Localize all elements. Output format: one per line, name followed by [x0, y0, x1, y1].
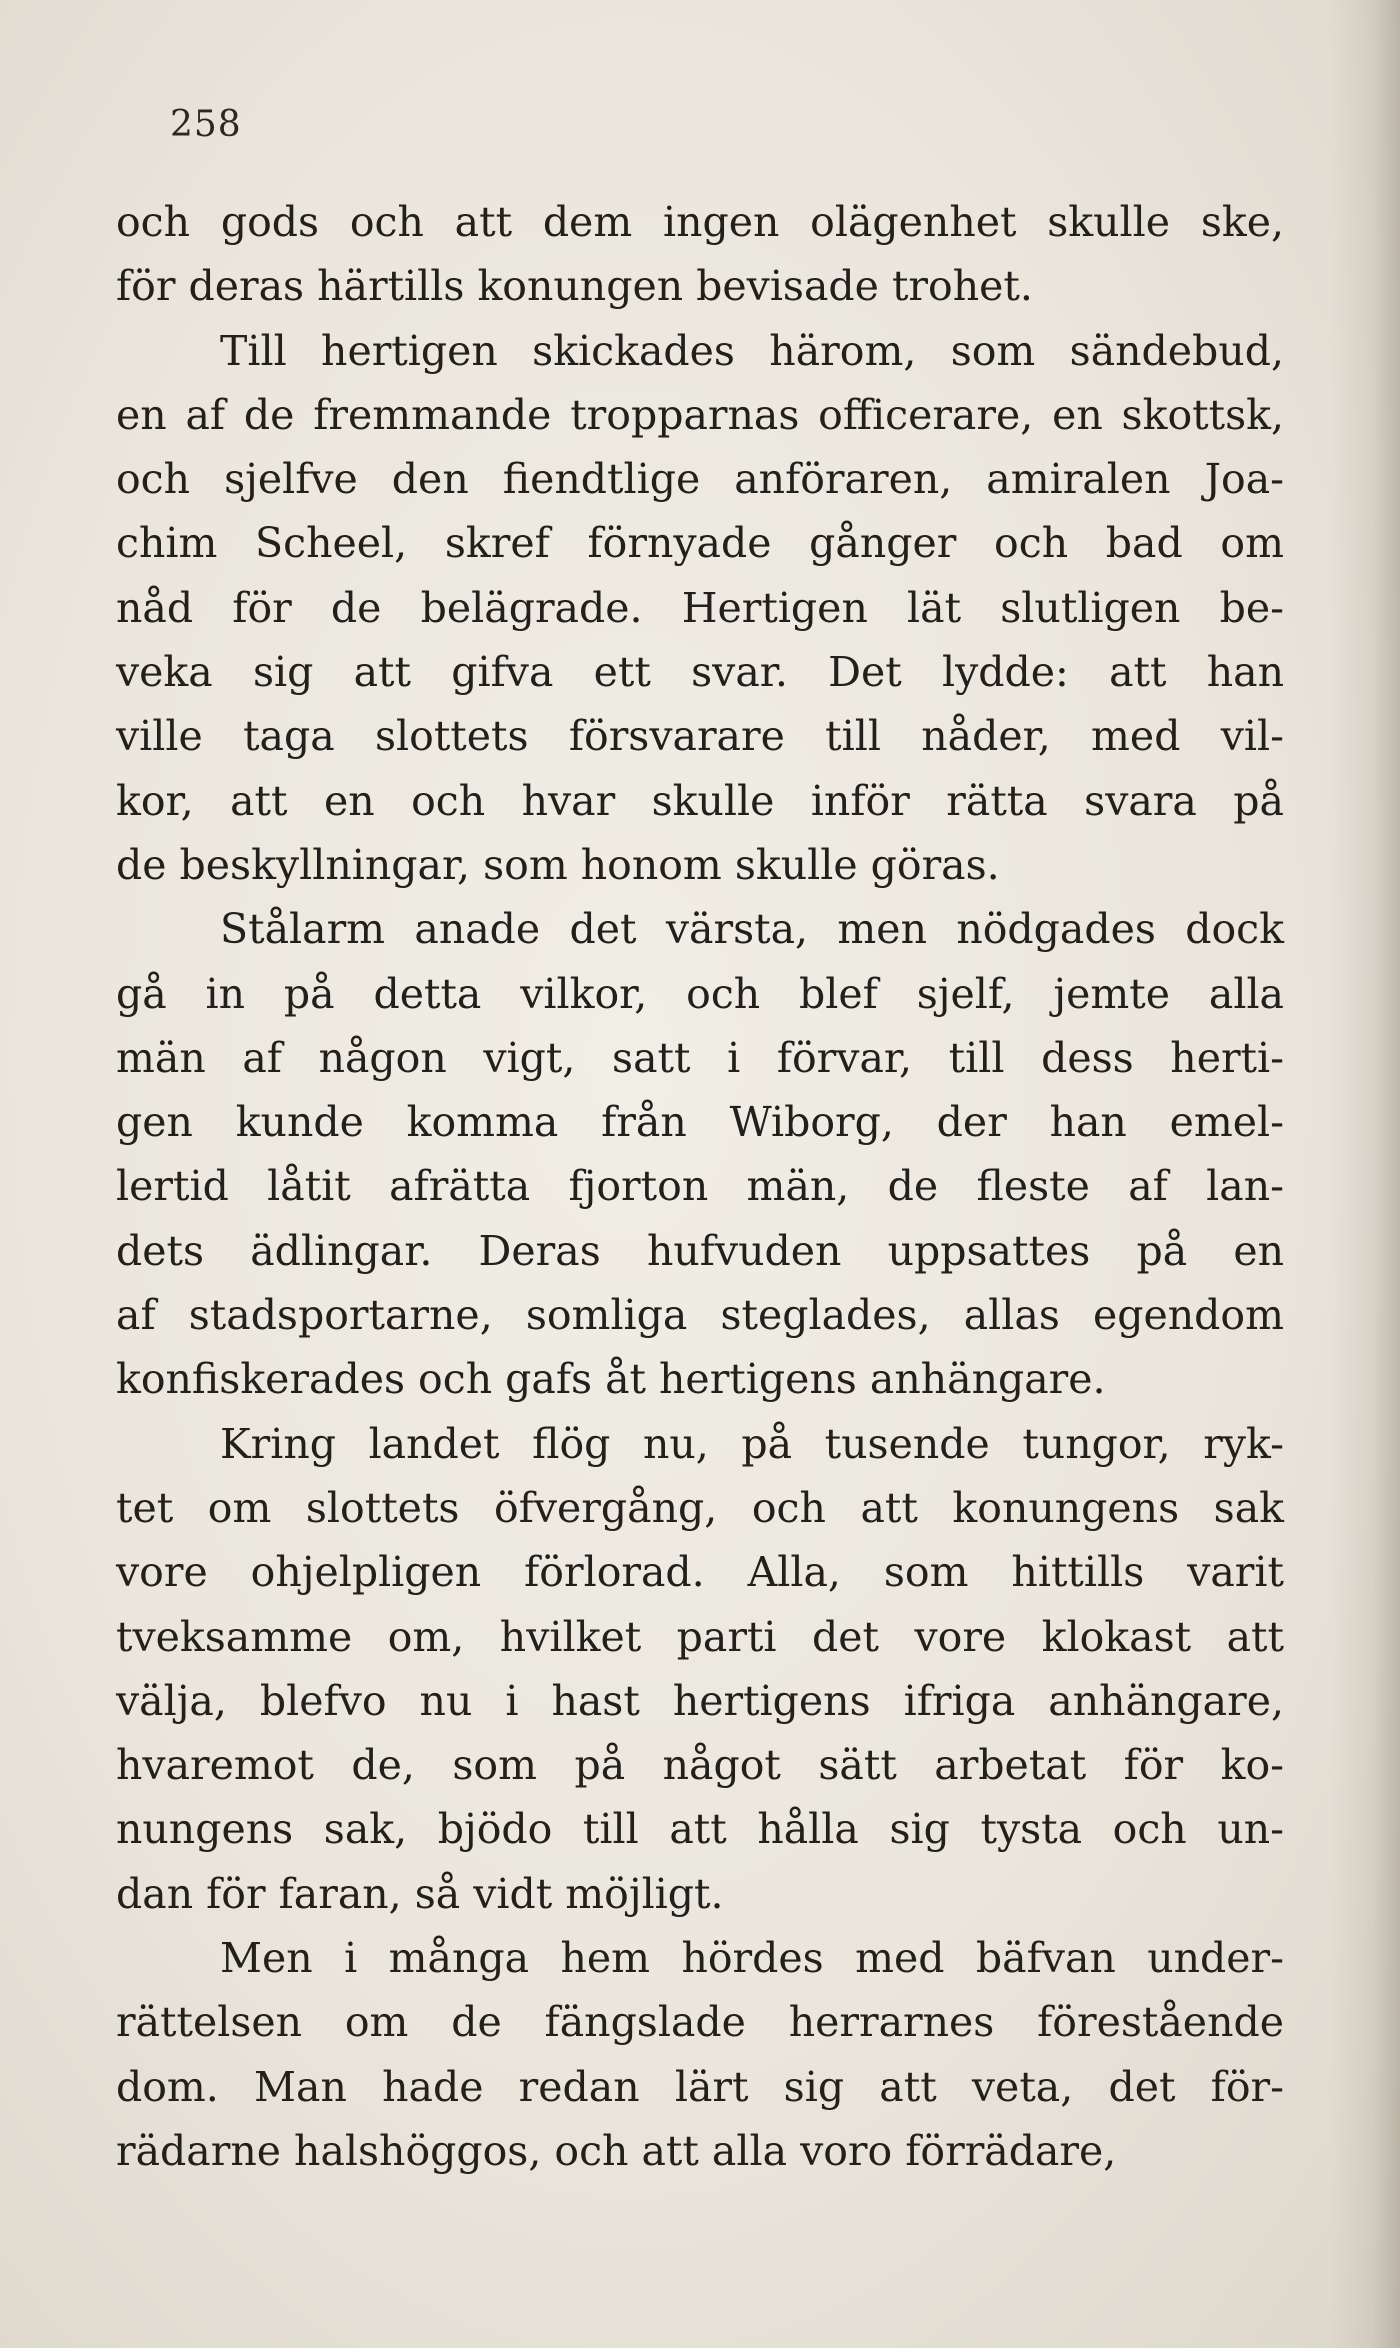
- text-line: dan för faran, så vidt möjligt.: [116, 1869, 724, 1918]
- text-line: Men i många hem hördes med bäfvan under-: [220, 1934, 1284, 1983]
- text-line: dets ädlingar. Deras hufvuden uppsattes på en: [116, 1226, 1284, 1275]
- text-line: Kring landet flög nu, på tusende tungor, ryk-: [220, 1419, 1284, 1468]
- text-line: kor, att en och hvar skulle inför rätta svara på: [116, 776, 1284, 825]
- page-number: 258: [170, 104, 242, 145]
- paragraph: [116, 1412, 1284, 1926]
- text-line: rättelsen om de fängslade herrarnes förestående: [116, 1998, 1284, 2047]
- text-line: tet om slottets öfvergång, och att konungens sak: [116, 1483, 1284, 1532]
- text-line: välja, blefvo nu i hast hertigens ifriga anhängare,: [116, 1676, 1284, 1725]
- text-line: män af någon vigt, satt i förvar, till dess herti-: [116, 1033, 1284, 1082]
- paragraph: [116, 190, 1284, 319]
- text-line: Stålarm anade det värsta, men nödgades dock: [220, 905, 1284, 954]
- text-line: nungens sak, bjödo till att hålla sig tysta och un-: [116, 1805, 1284, 1854]
- text-line: veka sig att gifva ett svar. Det lydde: att han: [116, 648, 1284, 697]
- text-line: och gods och att dem ingen olägenhet skulle ske,: [116, 198, 1284, 246]
- text-line: gen kunde komma från Wiborg, der han emel-: [116, 1098, 1284, 1147]
- page-edge-shadow: [1330, 0, 1400, 2348]
- text-line: rädarne halshöggos, och att alla voro förrädare,: [116, 2126, 1117, 2175]
- text-line: lertid låtit afrätta fjorton män, de fleste af lan-: [116, 1162, 1284, 1211]
- text-line: för deras härtills konungen bevisade trohet.: [116, 262, 1033, 311]
- paragraph: [116, 1926, 1284, 2183]
- text-line: dom. Man hade redan lärt sig att veta, det för-: [116, 2062, 1284, 2111]
- text-line: hvaremot de, som på något sätt arbetat för ko-: [116, 1741, 1284, 1790]
- text-line: gå in på detta vilkor, och blef sjelf, jemte alla: [116, 969, 1284, 1018]
- text-line: Till hertigen skickades härom, som sändebud,: [220, 326, 1284, 375]
- text-line: nåd för de belägrade. Hertigen lät slutligen be-: [116, 583, 1284, 632]
- paragraph: [116, 897, 1284, 1411]
- text-line: af stadsportarne, somliga steglades, allas egendom: [116, 1291, 1284, 1340]
- paragraph: [116, 319, 1284, 898]
- text-line: och sjelfve den fiendtlige anföraren, amiralen Joa-: [116, 455, 1284, 504]
- text-line: konfiskerades och gafs åt hertigens anhängare.: [116, 1355, 1106, 1404]
- text-line: ville taga slottets försvarare till nåder, med vil-: [116, 712, 1284, 761]
- text-line: tveksamme om, hvilket parti det vore klokast att: [116, 1612, 1284, 1661]
- text-line: vore ohjelpligen förlorad. Alla, som hittills varit: [116, 1548, 1284, 1597]
- body-text: [116, 190, 1284, 2183]
- text-line: en af de fremmande tropparnas officerare, en skottsk,: [116, 390, 1284, 439]
- text-line: chim Scheel, skref förnyade gånger och bad om: [116, 519, 1284, 568]
- text-line: de beskyllningar, som honom skulle göras.: [116, 840, 1000, 889]
